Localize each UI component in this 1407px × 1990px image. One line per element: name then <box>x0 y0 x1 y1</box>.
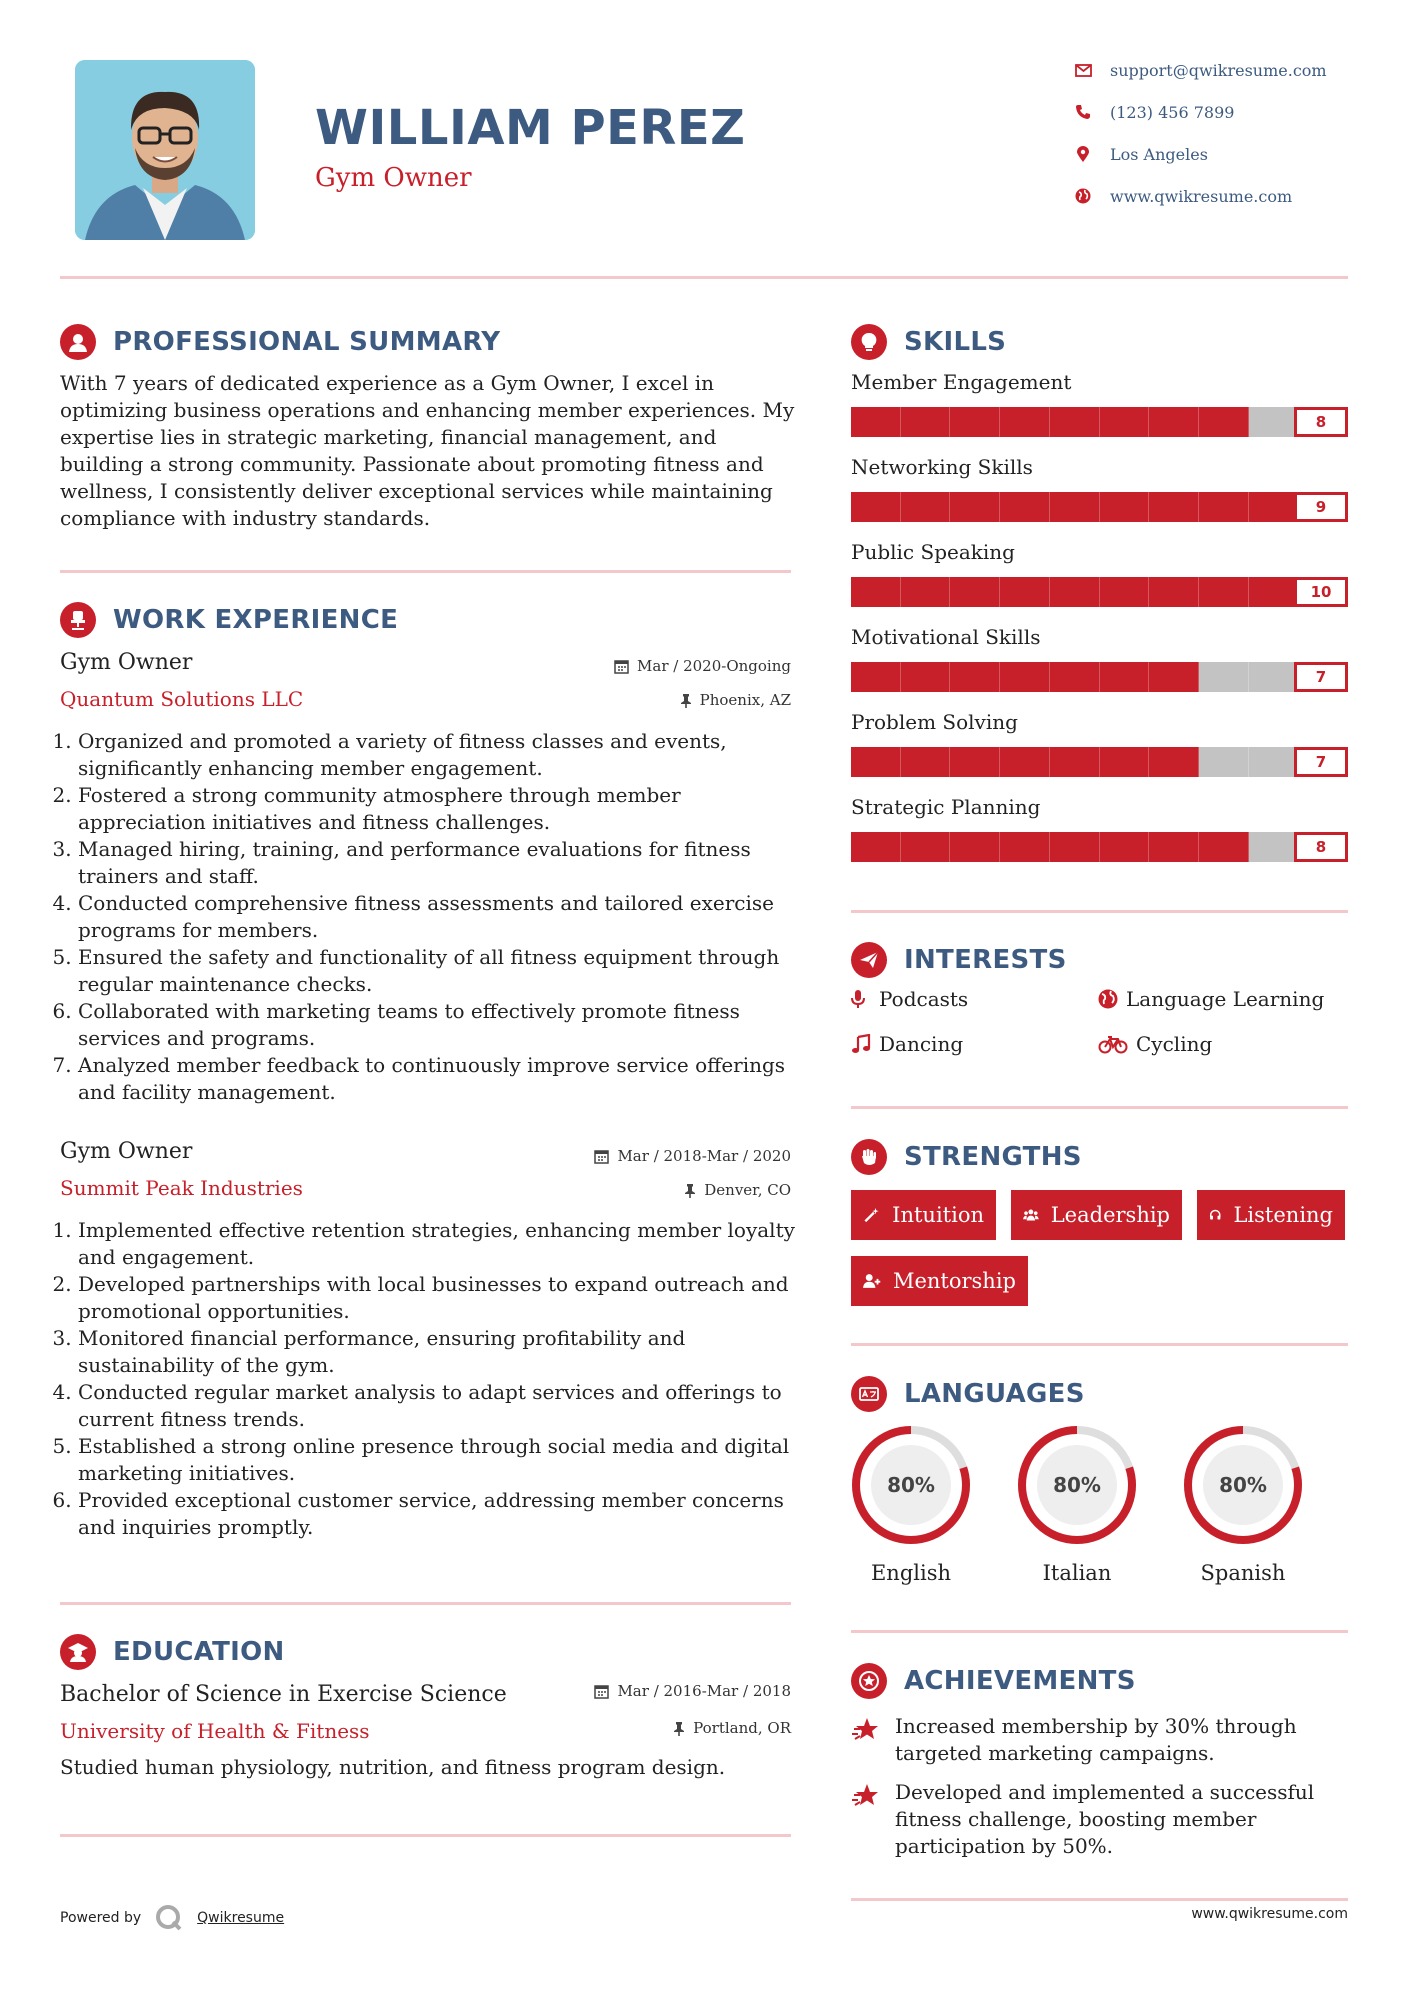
language-progress-ring <box>849 1423 973 1547</box>
contact-phone[interactable] <box>1073 98 1234 126</box>
achievement-item <box>851 1713 1315 1767</box>
skill-bar-segment <box>851 492 901 522</box>
qwikresume-link[interactable]: Qwikresume <box>197 1910 285 1926</box>
skill-bar-segment <box>1100 492 1150 522</box>
calendar-icon <box>594 1149 609 1164</box>
job-1-title: Gym Owner <box>60 650 193 675</box>
duty-item: 3. Monitored financial performance, ensuring profitability and sustainability of the gym. <box>78 1325 813 1379</box>
job-1-company: Quantum Solutions LLC <box>60 687 304 711</box>
skill-bar-segment <box>950 832 1000 862</box>
summary-title: PROFESSIONAL SUMMARY <box>113 327 501 357</box>
footer-website[interactable]: www.qwikresume.com <box>1191 1906 1348 1922</box>
job-2-location-text: Denver, CO <box>704 1181 791 1199</box>
strength-tag-leadership <box>1011 1190 1182 1240</box>
skill-level-bar <box>851 832 1348 862</box>
interest-label: Podcasts <box>879 987 969 1011</box>
job-2-duties <box>60 1217 813 1541</box>
calendar-icon <box>614 659 629 674</box>
skill-bar-segment <box>1149 492 1199 522</box>
summary-text: With 7 years of dedicated experience as a Gym Owner, I excel in optimizing business operations and enhancing member experiences. My expertise lies in strategic marketing, financial management, and building a strong community. Passionate about promoting fitness and wellness, I consistently deliver exceptional services while maintaining compliance with industry standards. <box>60 371 795 530</box>
languages-title: LANGUAGES <box>904 1379 1085 1409</box>
skill-bar-segment <box>1000 662 1050 692</box>
skill-bar-segment <box>851 662 901 692</box>
skill-bar-segment <box>950 747 1000 777</box>
language-item <box>849 1423 973 1585</box>
skill-bar-segment <box>1149 832 1199 862</box>
globe-icon <box>1073 186 1093 206</box>
skill-bar-segment <box>1199 747 1249 777</box>
duty-item: 2. Developed partnerships with local businesses to expand outreach and promotional opportunities. <box>78 1271 813 1325</box>
skill-level-value: 9 <box>1294 492 1348 522</box>
skill-level-value: 7 <box>1294 662 1348 692</box>
languages-heading <box>851 1376 1085 1412</box>
duty-item: 6. Collaborated with marketing teams to effectively promote fitness services and programs. <box>78 998 813 1052</box>
job-2-company: Summit Peak Industries <box>60 1176 303 1200</box>
skill-bar-segment <box>1249 407 1299 437</box>
skill-level-bar <box>851 407 1348 437</box>
skill-level-bar <box>851 577 1348 607</box>
language-percent: 80% <box>1053 1473 1101 1497</box>
skills-heading <box>851 324 1006 360</box>
duty-item: 5. Established a strong online presence through social media and digital marketing initiatives. <box>78 1433 813 1487</box>
job-1-location-text: Phoenix, AZ <box>699 691 791 709</box>
achievements-divider <box>851 1898 1348 1901</box>
skill-bar-segment <box>1100 662 1150 692</box>
education-heading <box>60 1634 285 1670</box>
skill-level-value: 8 <box>1294 832 1348 862</box>
skill-level-bar <box>851 747 1348 777</box>
interest-label: Language Learning <box>1126 987 1325 1011</box>
strength-tag-listening <box>1197 1190 1345 1240</box>
candidate-role: Gym Owner <box>315 163 472 193</box>
skill-bar-segment <box>950 407 1000 437</box>
interest-label: Dancing <box>879 1032 964 1056</box>
interest-dancing <box>851 1032 963 1056</box>
job-1-dates <box>614 657 791 675</box>
skill-level-bar <box>851 662 1348 692</box>
job-1-duties <box>60 728 813 1106</box>
interests-title: INTERESTS <box>904 945 1067 975</box>
education-location-text: Portland, OR <box>693 1719 791 1737</box>
interests-heading <box>851 942 1067 978</box>
skill-bar-segment <box>1100 747 1150 777</box>
skill-bar-segment <box>950 492 1000 522</box>
strength-tag-mentorship <box>851 1256 1028 1306</box>
strength-label: Intuition <box>892 1203 984 1227</box>
contact-email-text: support@qwikresume.com <box>1110 60 1327 80</box>
skill-bar-segment <box>1000 492 1050 522</box>
skills-divider <box>851 910 1348 913</box>
language-icon <box>851 1376 887 1412</box>
skill-bar-segment <box>851 832 901 862</box>
pushpin-icon <box>680 693 692 708</box>
duty-item: 1. Organized and promoted a variety of fitness classes and events, significantly enhancing member engagement. <box>78 728 813 782</box>
skill-bar-segment <box>1000 577 1050 607</box>
experience-heading <box>60 602 398 638</box>
star-badge-icon <box>851 1663 887 1699</box>
strength-label: Listening <box>1233 1203 1333 1227</box>
skill-bar-segment <box>1199 407 1249 437</box>
users-icon <box>1023 1204 1039 1226</box>
graduate-icon <box>60 1634 96 1670</box>
pushpin-icon <box>673 1721 685 1736</box>
job-2-dates-text: Mar / 2018-Mar / 2020 <box>617 1147 791 1165</box>
skill-bar-segment <box>901 492 951 522</box>
headphones-icon <box>1209 1204 1221 1226</box>
duty-item: 1. Implemented effective retention strategies, enhancing member loyalty and engagement. <box>78 1217 813 1271</box>
award-star-icon <box>851 1713 895 1767</box>
achievements-title: ACHIEVEMENTS <box>904 1666 1136 1696</box>
music-note-icon <box>851 1034 875 1054</box>
user-icon <box>60 324 96 360</box>
skill-bar-segment <box>1249 577 1299 607</box>
skill-name: Public Speaking <box>851 540 1015 564</box>
skill-name: Member Engagement <box>851 370 1072 394</box>
skill-bar-segment <box>901 407 951 437</box>
skill-bar-segment <box>1149 577 1199 607</box>
magic-wand-icon <box>863 1204 880 1226</box>
job-1-location <box>680 691 791 709</box>
skill-bar-segment <box>1050 662 1100 692</box>
briefcase-chair-icon <box>60 602 96 638</box>
contact-location-text: Los Angeles <box>1110 144 1208 164</box>
skill-bar-segment <box>1000 747 1050 777</box>
powered-by <box>60 1904 284 1932</box>
skill-name: Motivational Skills <box>851 625 1041 649</box>
strengths-title: STRENGTHS <box>904 1142 1082 1172</box>
skill-bar-segment <box>1050 577 1100 607</box>
skill-bar-segment <box>851 407 901 437</box>
duty-item: 4. Conducted regular market analysis to adapt services and offerings to current fitness trends. <box>78 1379 813 1433</box>
languages-divider <box>851 1630 1348 1633</box>
map-pin-icon <box>1073 144 1093 164</box>
strength-tag-intuition <box>851 1190 996 1240</box>
summary-heading <box>60 324 500 360</box>
interest-language-learning <box>1098 987 1324 1011</box>
skill-bar-segment <box>1149 662 1199 692</box>
skill-bar-segment <box>1050 832 1100 862</box>
candidate-name: WILLIAM PEREZ <box>315 100 746 156</box>
achievement-text: Increased membership by 30% through targeted marketing campaigns. <box>895 1714 1297 1765</box>
contact-phone-text: (123) 456 7899 <box>1110 102 1235 122</box>
skill-bar-segment <box>1249 747 1299 777</box>
profile-photo <box>75 60 255 240</box>
powered-by-label: Powered by <box>60 1910 142 1926</box>
skill-name: Problem Solving <box>851 710 1018 734</box>
qwikresume-logo-icon <box>155 1904 183 1932</box>
award-star-icon <box>851 1779 895 1860</box>
strength-label: Mentorship <box>892 1269 1016 1293</box>
language-item <box>1181 1423 1305 1585</box>
summary-divider <box>60 570 791 573</box>
paper-plane-icon <box>851 942 887 978</box>
skill-bar-segment <box>950 662 1000 692</box>
job-2-location <box>684 1181 791 1199</box>
fist-icon <box>851 1139 887 1175</box>
language-item <box>1015 1423 1139 1585</box>
duty-item: 2. Fostered a strong community atmosphere through member appreciation initiatives and fitness challenges. <box>78 782 813 836</box>
header-divider <box>60 276 1348 279</box>
skill-bar-segment <box>1249 832 1299 862</box>
skill-bar-segment <box>1100 832 1150 862</box>
skill-bar-segment <box>1100 577 1150 607</box>
lightbulb-icon <box>851 324 887 360</box>
education-dates-text: Mar / 2016-Mar / 2018 <box>617 1682 791 1700</box>
strengths-heading <box>851 1139 1082 1175</box>
education-title: EDUCATION <box>113 1637 285 1667</box>
skill-bar-segment <box>851 577 901 607</box>
language-percent: 80% <box>887 1473 935 1497</box>
microphone-icon <box>851 989 875 1009</box>
interest-label: Cycling <box>1136 1032 1213 1056</box>
education-location <box>673 1719 791 1737</box>
calendar-icon <box>594 1684 609 1699</box>
skills-title: SKILLS <box>904 327 1007 357</box>
achievements-heading <box>851 1663 1136 1699</box>
skill-level-value: 10 <box>1294 577 1348 607</box>
education-school: University of Health & Fitness <box>60 1719 370 1743</box>
interest-podcasts <box>851 987 968 1011</box>
phone-icon <box>1073 102 1093 122</box>
interests-divider <box>851 1106 1348 1109</box>
skill-bar-segment <box>1199 662 1249 692</box>
language-name: Italian <box>1042 1561 1112 1585</box>
skill-bar-segment <box>1000 407 1050 437</box>
language-name: Spanish <box>1200 1561 1286 1585</box>
pushpin-icon <box>684 1183 696 1198</box>
skill-level-value: 7 <box>1294 747 1348 777</box>
skill-bar-segment <box>1199 832 1249 862</box>
skill-bar-segment <box>1000 832 1050 862</box>
skill-bar-segment <box>1050 492 1100 522</box>
strength-label: Leadership <box>1050 1203 1170 1227</box>
education-dates <box>594 1682 791 1700</box>
contact-email[interactable] <box>1073 56 1327 84</box>
language-name: English <box>870 1561 952 1585</box>
skill-name: Networking Skills <box>851 455 1033 479</box>
duty-item: 6. Provided exceptional customer service, addressing member concerns and inquiries promptly. <box>78 1487 813 1541</box>
skill-bar-segment <box>1199 577 1249 607</box>
education-description: Studied human physiology, nutrition, and fitness program design. <box>60 1755 726 1779</box>
bicycle-icon <box>1098 1034 1132 1054</box>
duty-item: 3. Managed hiring, training, and performance evaluations for fitness trainers and staff. <box>78 836 813 890</box>
envelope-icon <box>1073 60 1093 80</box>
skill-name: Strategic Planning <box>851 795 1041 819</box>
job-2-title: Gym Owner <box>60 1139 193 1164</box>
achievement-text: Developed and implemented a successful fitness challenge, boosting member participation by 50%. <box>895 1780 1315 1858</box>
skill-level-value: 8 <box>1294 407 1348 437</box>
skill-bar-segment <box>901 832 951 862</box>
education-divider <box>60 1834 791 1837</box>
skill-bar-segment <box>950 577 1000 607</box>
duty-item: 5. Ensured the safety and functionality of all fitness equipment through regular maintenance checks. <box>78 944 813 998</box>
education-degree: Bachelor of Science in Exercise Science <box>60 1682 507 1707</box>
achievement-item <box>851 1779 1315 1860</box>
skill-level-bar <box>851 492 1348 522</box>
strengths-divider <box>851 1343 1348 1346</box>
user-plus-icon <box>863 1270 881 1292</box>
language-percent: 80% <box>1219 1473 1267 1497</box>
experience-divider <box>60 1602 791 1605</box>
experience-title: WORK EXPERIENCE <box>113 605 399 635</box>
job-1-dates-text: Mar / 2020-Ongoing <box>637 657 791 675</box>
skill-bar-segment <box>901 747 951 777</box>
skill-bar-segment <box>1199 492 1249 522</box>
skill-bar-segment <box>851 747 901 777</box>
duty-item: 4. Conducted comprehensive fitness assessments and tailored exercise programs for members. <box>78 890 813 944</box>
language-progress-ring <box>1181 1423 1305 1547</box>
skill-bar-segment <box>1100 407 1150 437</box>
skill-bar-segment <box>1149 407 1199 437</box>
contact-website[interactable] <box>1073 182 1292 210</box>
duty-item: 7. Analyzed member feedback to continuously improve service offerings and facility management. <box>78 1052 813 1106</box>
contact-location <box>1073 140 1208 168</box>
globe-icon <box>1098 989 1122 1009</box>
skill-bar-segment <box>1050 407 1100 437</box>
skill-bar-segment <box>1149 747 1199 777</box>
skill-bar-segment <box>901 577 951 607</box>
contact-website-text: www.qwikresume.com <box>1110 186 1293 206</box>
interest-cycling <box>1098 1032 1212 1056</box>
language-progress-ring <box>1015 1423 1139 1547</box>
job-2-dates <box>594 1147 791 1165</box>
skill-bar-segment <box>1050 747 1100 777</box>
skill-bar-segment <box>901 662 951 692</box>
skill-bar-segment <box>1249 492 1299 522</box>
skill-bar-segment <box>1249 662 1299 692</box>
